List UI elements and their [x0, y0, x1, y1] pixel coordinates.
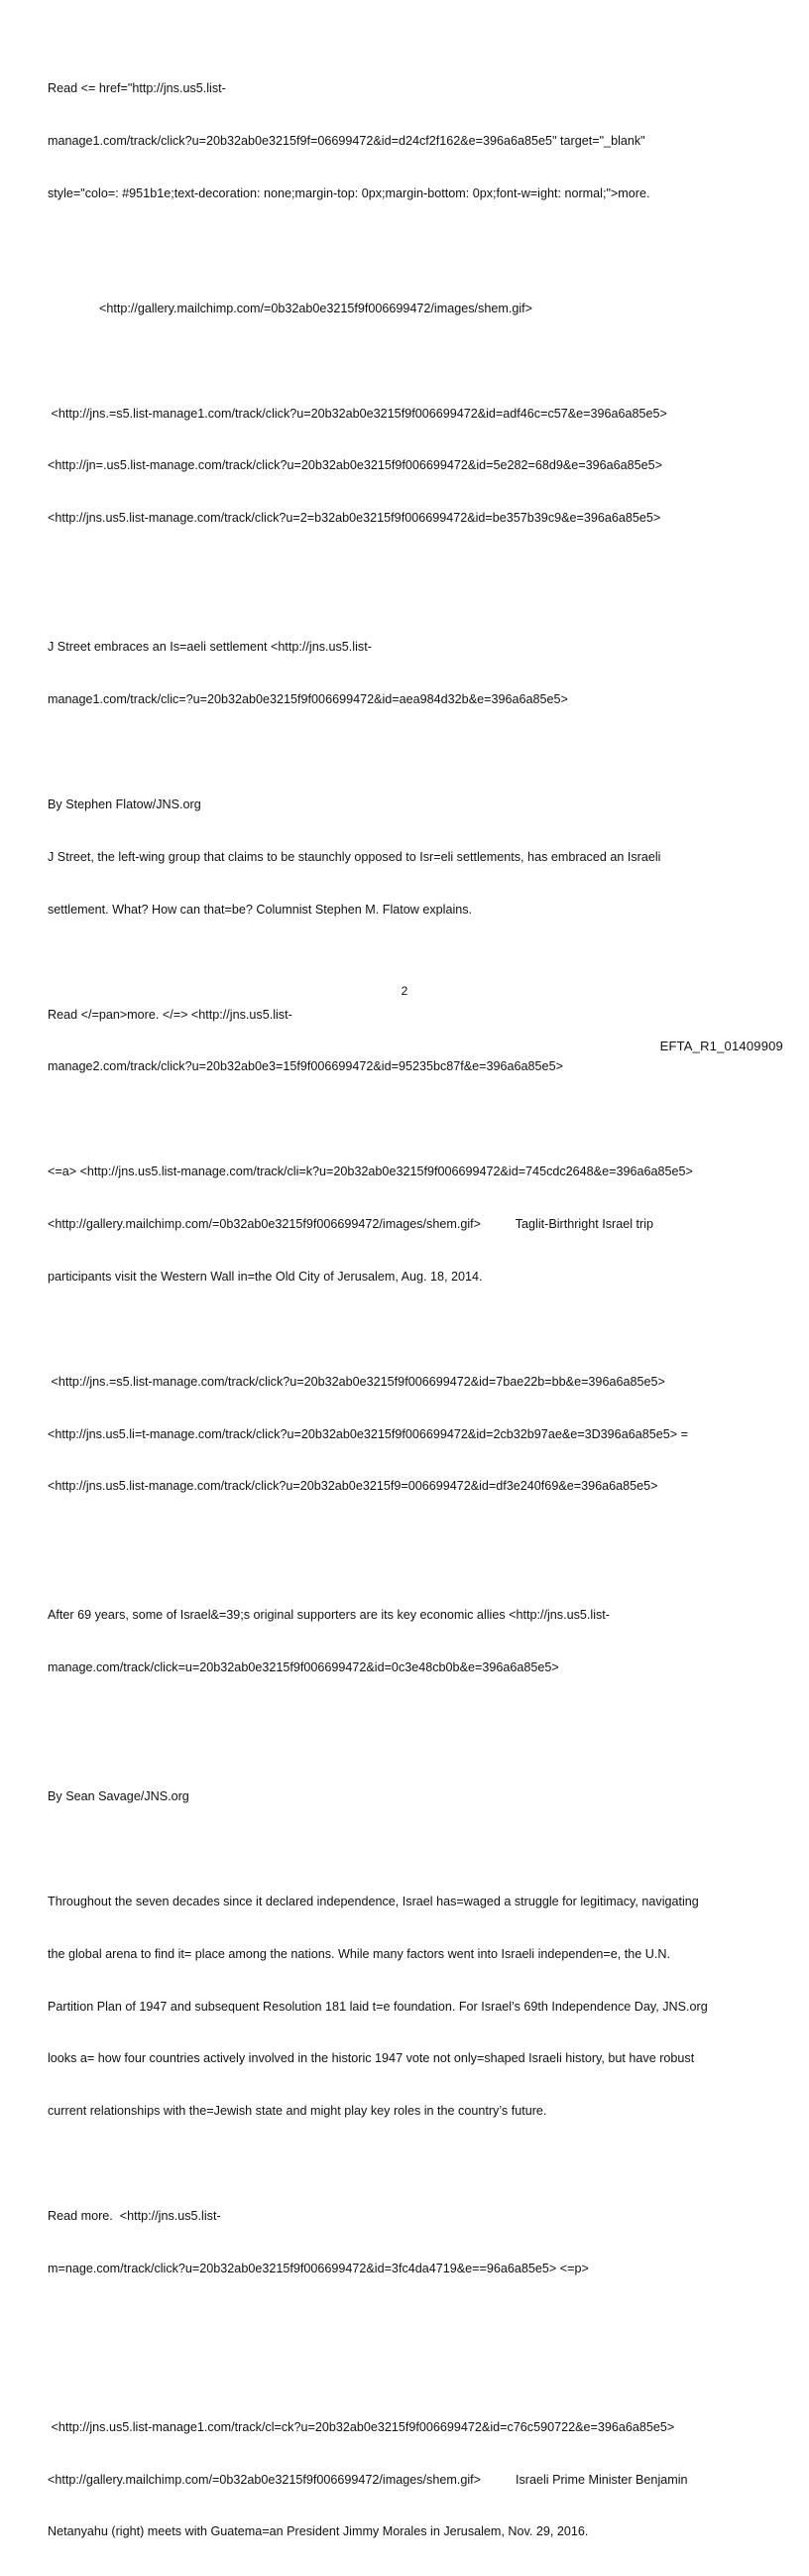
- article-summary-savage: [48, 1859, 771, 2155]
- text-line: <http://jns.us5.li=t-manage.com/track/click?u=20b32ab0e3215f9f006699472&id=2cb32b97ae&e=3D396a6a85e5> =: [48, 1426, 688, 1441]
- image-link-line: [48, 266, 771, 353]
- page-number: 2: [401, 984, 408, 998]
- article-headline-j-street: [48, 604, 771, 744]
- text-line: By Stephen Flatow/JNS.org: [48, 797, 201, 811]
- text-line: <http://jn=.us5.list-manage.com/track/click?u=20b32ab0e3215f9f006699472&id=5e282=68d9&e=396a6a85e5>: [48, 458, 663, 473]
- text-line: manage1.com/track/clic=?u=20b32ab0e3215f9f006699472&id=aea984d32b&e=396a6a85e5>: [48, 692, 568, 706]
- image-caption-netanyahu: [48, 2385, 771, 2576]
- text-line: settlement. What? How can that=be? Columnist Stephen M. Flatow explains.: [48, 902, 473, 917]
- text-line: <http://gallery.mailchimp.com/=0b32ab0e3215f9f006699472/images/shem.gif> Israeli Prime Minister Benjamin: [48, 2472, 688, 2487]
- document-id-footer: EFTA_R1_01409909: [659, 1039, 783, 1053]
- text-line: J Street, the left-wing group that claims to be staunchly opposed to Isr=eli settlements, has embraced an Israeli: [48, 849, 661, 864]
- text-line: Read <= href="http://jns.us5.list-: [48, 81, 226, 96]
- text-line: manage2.com/track/click?u=20b32ab0e3=15f9f006699472&id=95235bc87f&e=396a6a85e5>: [48, 1059, 563, 1074]
- article-summary-flatow: [48, 762, 771, 954]
- byline-savage: [48, 1754, 771, 1841]
- text-line: Throughout the seven decades since it declared independence, Israel has=waged a struggle for legitimacy, navigating: [48, 1895, 699, 1909]
- read-more-html-fragment: [48, 46, 771, 238]
- email-body: [48, 46, 771, 2576]
- text-line: participants visit the Western Wall in=the Old City of Jerusalem, Aug. 18, 2014.: [48, 1269, 483, 1284]
- tracking-links-block: [48, 371, 771, 563]
- text-line: Netanyahu (right) meets with Guatema=an President Jimmy Morales in Jerusalem, Nov. 29, 2016.: [48, 2524, 589, 2539]
- text-line: Partition Plan of 1947 and subsequent Resolution 181 laid t=e foundation. For Israel’s 69th Independence Day, JNS.org: [48, 1999, 708, 2014]
- text-line: <http://jns.us5.list-manage.com/track/click?u=2=b32ab0e3215f9f006699472&id=be357b39c9&e=396a6a85e5>: [48, 511, 661, 526]
- text-line: By Sean Savage/JNS.org: [48, 1789, 189, 1804]
- text-line: m=nage.com/track/click?u=20b32ab0e3215f9f006699472&id=3fc4da4719&e==96a6a85e5> <=p>: [48, 2261, 589, 2275]
- text-line: After 69 years, some of Israel&=39;s original supporters are its key economic allies <http://jns.us5.list-: [48, 1608, 610, 1623]
- text-line: Read more. <http://jns.us5.list-: [48, 2209, 221, 2224]
- text-line: <http://gallery.mailchimp.com/=0b32ab0e3215f9f006699472/images/shem.gif>: [99, 301, 532, 315]
- read-more-link-block: [48, 2173, 771, 2313]
- text-line: J Street embraces an Is=aeli settlement <http://jns.us5.list-: [48, 640, 372, 655]
- text-line: <http://gallery.mailchimp.com/=0b32ab0e3215f9f006699472/images/shem.gif> Taglit-Birthright Israel trip: [48, 1217, 654, 1232]
- text-line: <=a> <http://jns.us5.list-manage.com/track/cli=k?u=20b32ab0e3215f9f006699472&id=745cdc2648&e=396a6a85e5>: [48, 1165, 693, 1179]
- text-line: style="colo=: #951b1e;text-decoration: none;margin-top: 0px;margin-bottom: 0px;font-w=ight: normal;">more.: [48, 185, 650, 200]
- article-headline-supporters: [48, 1572, 771, 1712]
- image-caption-birthright: [48, 1129, 771, 1321]
- text-line: <http://jns.us5.list-manage1.com/track/cl=ck?u=20b32ab0e3215f9f006699472&id=c76c590722&e=396a6a85e5>: [48, 2419, 675, 2434]
- text-line: <http://jns.=s5.list-manage1.com/track/click?u=20b32ab0e3215f9f006699472&id=adf46c=c57&e=396a6a85e5>: [48, 406, 667, 421]
- text-line: Read </=pan>more. </=> <http://jns.us5.list-: [48, 1007, 292, 1022]
- tracking-links-block: [48, 1339, 771, 1532]
- text-line: <http://jns.us5.list-manage.com/track/click?u=20b32ab0e3215f9=006699472&id=df3e240f69&e=396a6a85e5>: [48, 1479, 658, 1494]
- text-line: manage.com/track/click=u=20b32ab0e3215f9f006699472&id=0c3e48cb0b&e=396a6a85e5>: [48, 1660, 559, 1675]
- text-line: looks a= how four countries actively involved in the historic 1947 vote not only=shaped Israeli history, but have robust: [48, 2051, 695, 2066]
- text-line: the global arena to find it= place among the nations. While many factors went into Israeli independen=e, the U.N.: [48, 1946, 670, 1961]
- text-line: current relationships with the=Jewish state and might play key roles in the country’s future.: [48, 2104, 547, 2119]
- text-line: <http://jns.=s5.list-manage.com/track/click?u=20b32ab0e3215f9f006699472&id=7bae22b=bb&e=396a6a85e5>: [48, 1374, 665, 1389]
- text-line: manage1.com/track/click?u=20b32ab0e3215f9f=06699472&id=d24cf2f162&e=396a6a85e5" target="_blank": [48, 133, 645, 148]
